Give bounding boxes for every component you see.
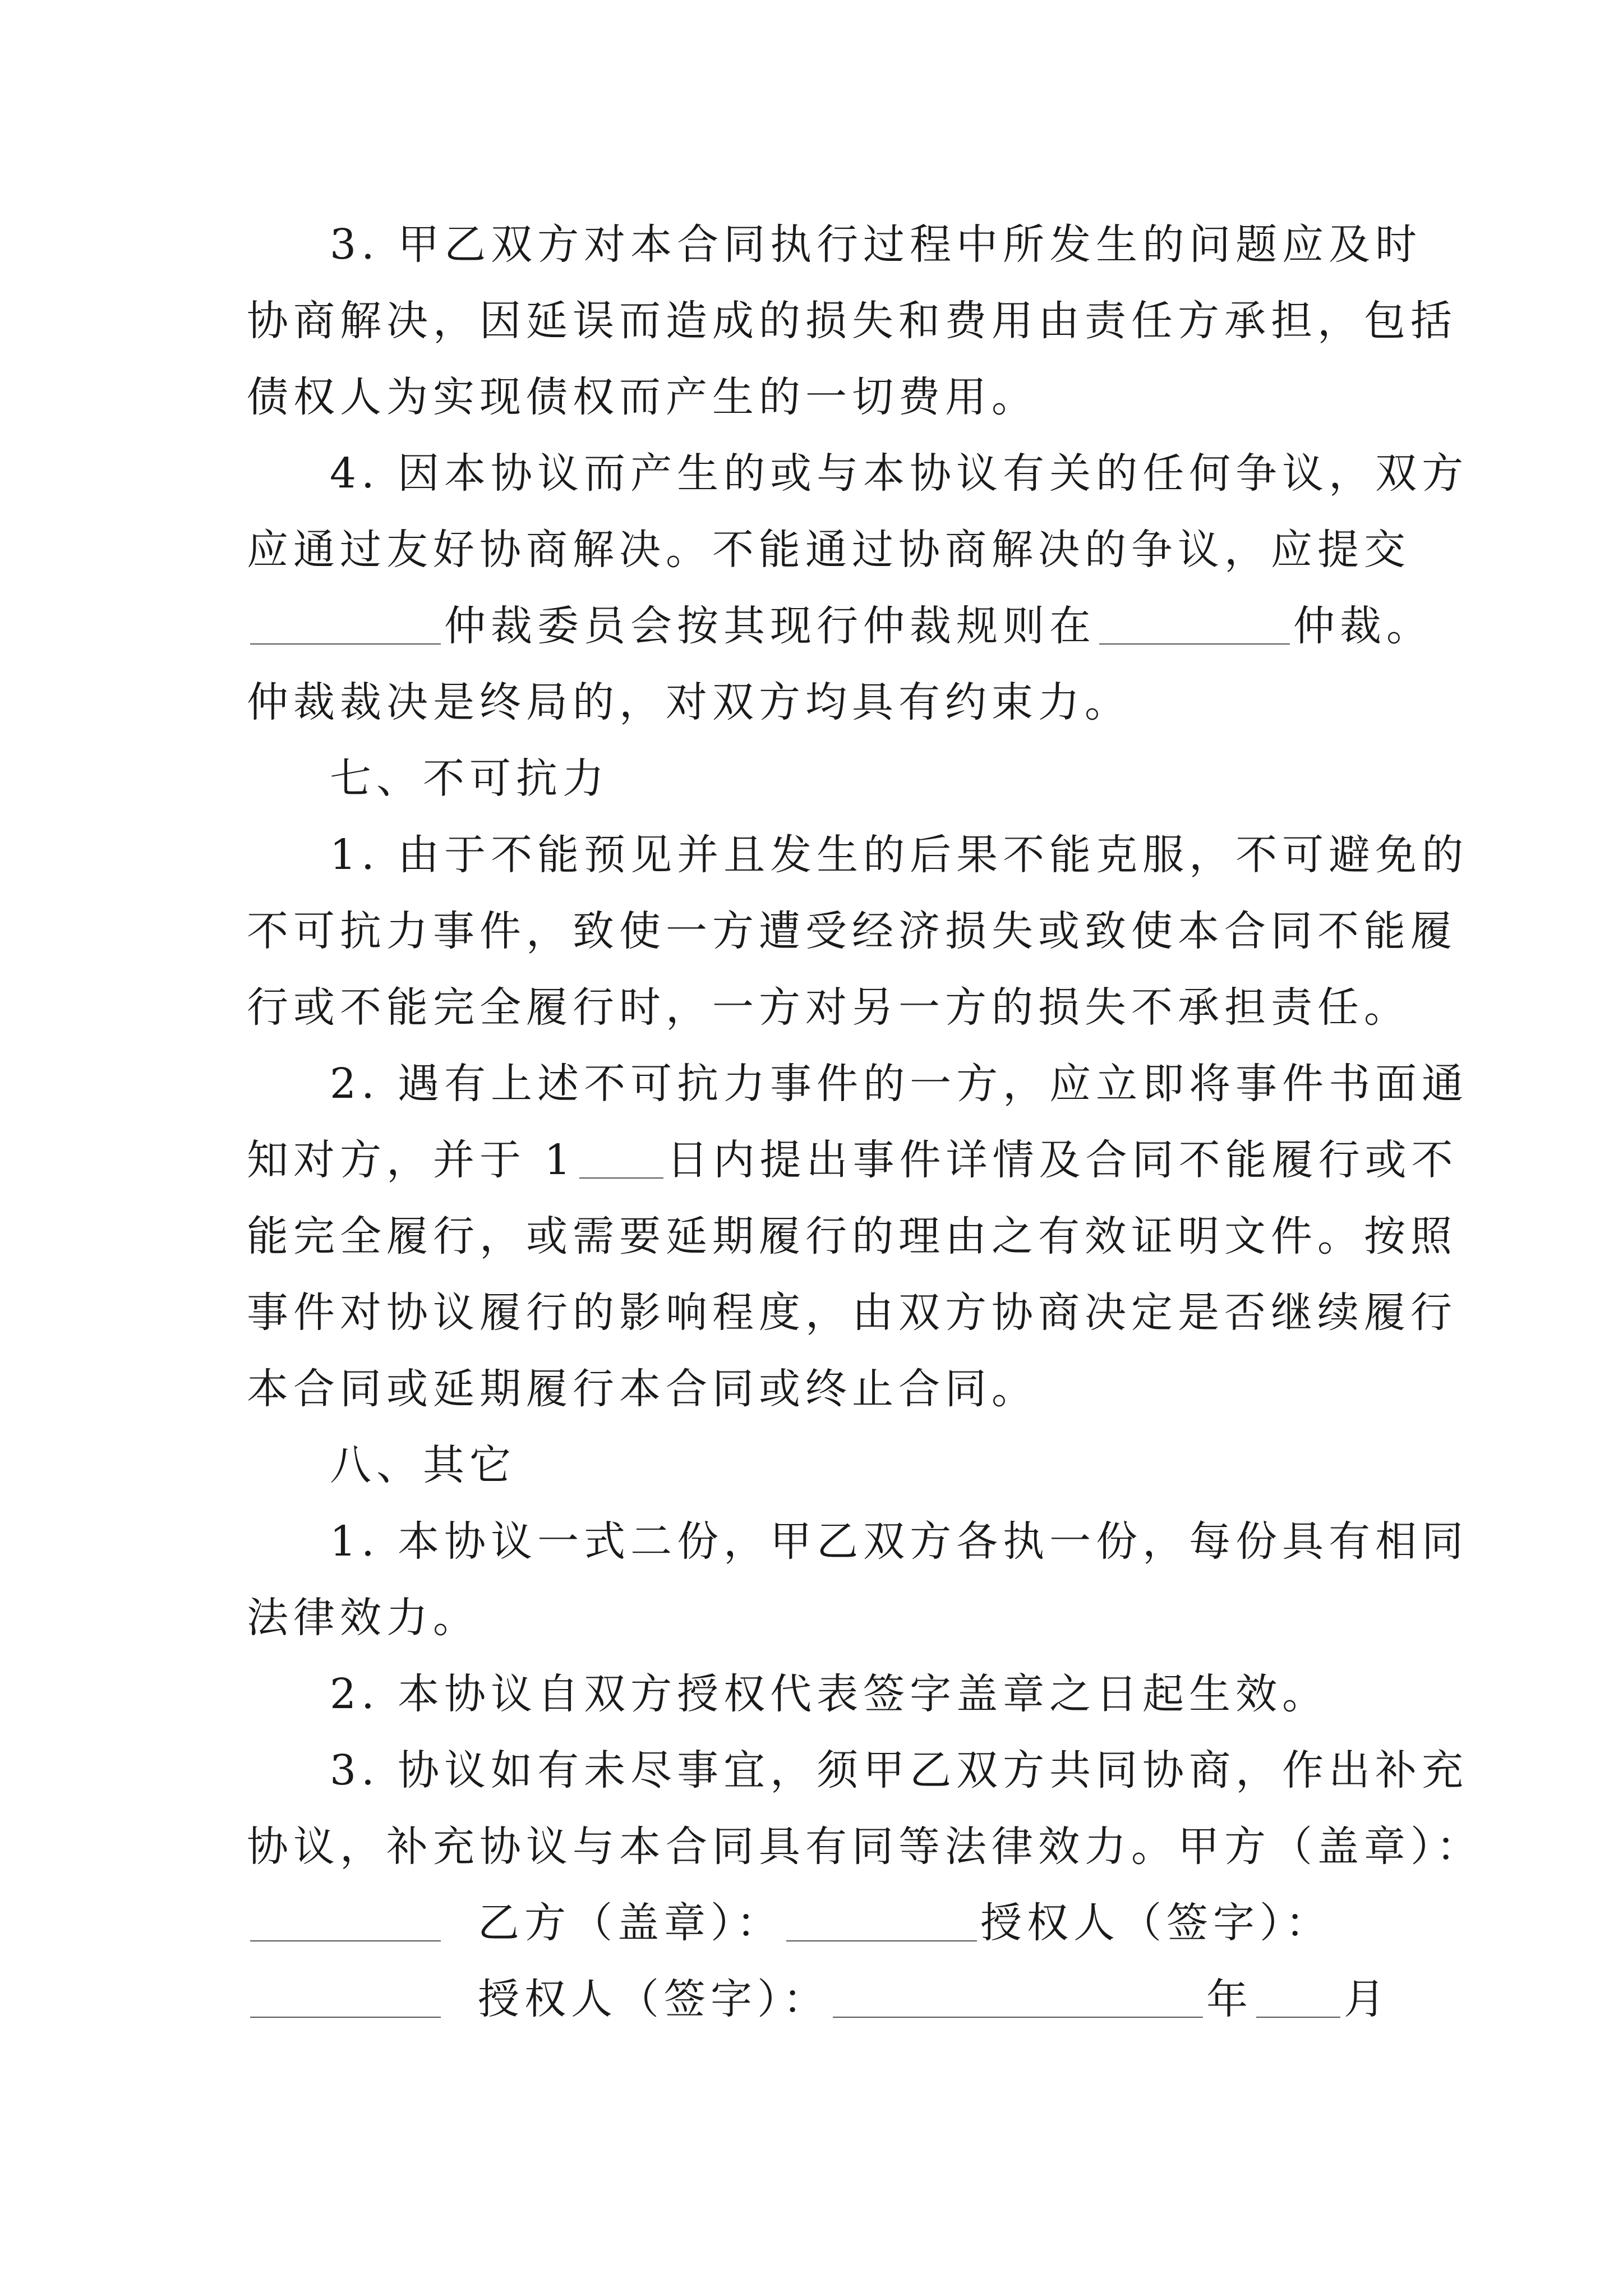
party-b-seal-label: 乙方（盖章）：	[478, 1899, 783, 1947]
clause-3-line-3: 债权人为实现债权而产生的一切费用。	[247, 373, 1038, 421]
section-7-clause-1-line-2: 不可抗力事件，致使一方遭受经济损失或致使本合同不能履	[247, 907, 1457, 955]
document-page	[247, 206, 1483, 2037]
section-7-clause-1-line-1: 1. 由于不能预见并且发生的后果不能克服，不可避免的	[330, 831, 1469, 879]
section-7-clause-1-line-3: 行或不能完全履行时，一方对另一方的损失不承担责任。	[247, 983, 1410, 1032]
section-7-clause-2-text-b: 日内提出事件详情及合同不能履行或不	[666, 1136, 1458, 1184]
section-7-clause-2-line-4: 事件对协议履行的影响程度，由双方协商决定是否继续履行	[247, 1289, 1457, 1337]
authorized-signature-blank-1	[250, 1981, 441, 2018]
section-7-clause-2-line-1: 2. 遇有上述不可抗力事件的一方，应立即将事件书面通	[330, 1060, 1469, 1108]
section-8-clause-3-line-1: 3. 协议如有未尽事宜，须甲乙双方共同协商，作出补充	[330, 1746, 1469, 1795]
arbitration-place-blank	[1099, 608, 1290, 645]
authorized-signature-label-2: 授权人（签字）：	[478, 1975, 829, 2023]
signature-line-2	[247, 1961, 1390, 2037]
clause-4-line-3	[247, 588, 1433, 664]
authorized-signature-label-1: 授权人（签字）：	[980, 1899, 1332, 1947]
month-blank	[1256, 1981, 1340, 2018]
year-label: 年	[1206, 1975, 1253, 2023]
section-8-heading: 八、其它	[330, 1441, 516, 1489]
section-8-clause-2: 2. 本协议自双方授权代表签字盖章之日起生效。	[330, 1670, 1329, 1718]
signature-line-1	[247, 1885, 1380, 1961]
month-label: 月	[1344, 1975, 1390, 2023]
clause-4-line-1: 4. 因本协议而产生的或与本协议有关的任何争议，双方	[330, 449, 1469, 498]
clause-4-line-2: 应通过友好协商解决。不能通过协商解决的争议，应提交	[247, 526, 1410, 574]
clause-3-line-1: 3. 甲乙双方对本合同执行过程中所发生的问题应及时	[330, 220, 1422, 269]
section-8-clause-1-line-2: 法律效力。	[247, 1594, 479, 1642]
section-8-clause-3-line-2: 协议，补充协议与本合同具有同等法律效力。甲方（盖章）：	[247, 1823, 1483, 1871]
section-7-clause-2-text-a: 知对方，并于 1	[247, 1136, 576, 1184]
clause-4-text-b: 仲裁。	[1293, 602, 1433, 650]
clause-4-line-4: 仲裁裁决是终局的，对双方均具有约束力。	[247, 678, 1131, 726]
clause-4-text-a: 仲裁委员会按其现行仲裁规则在	[444, 602, 1096, 650]
section-7-clause-2-line-5: 本合同或延期履行本合同或终止合同。	[247, 1365, 1038, 1413]
days-blank	[579, 1142, 663, 1179]
section-7-heading: 七、不可抗力	[330, 754, 609, 803]
party-a-seal-blank	[250, 1904, 441, 1941]
authorized-signature-blank-2	[833, 1981, 1203, 2018]
arbitration-committee-blank	[250, 608, 441, 645]
section-7-clause-2-line-3: 能完全履行，或需要延期履行的理由之有效证明文件。按照	[247, 1212, 1457, 1260]
party-b-seal-blank	[786, 1904, 977, 1941]
section-8-clause-1-line-1: 1. 本协议一式二份，甲乙双方各执一份，每份具有相同	[330, 1517, 1469, 1566]
clause-3-line-2: 协商解决，因延误而造成的损失和费用由责任方承担，包括	[247, 297, 1457, 345]
section-7-clause-2-line-2	[247, 1122, 1458, 1198]
